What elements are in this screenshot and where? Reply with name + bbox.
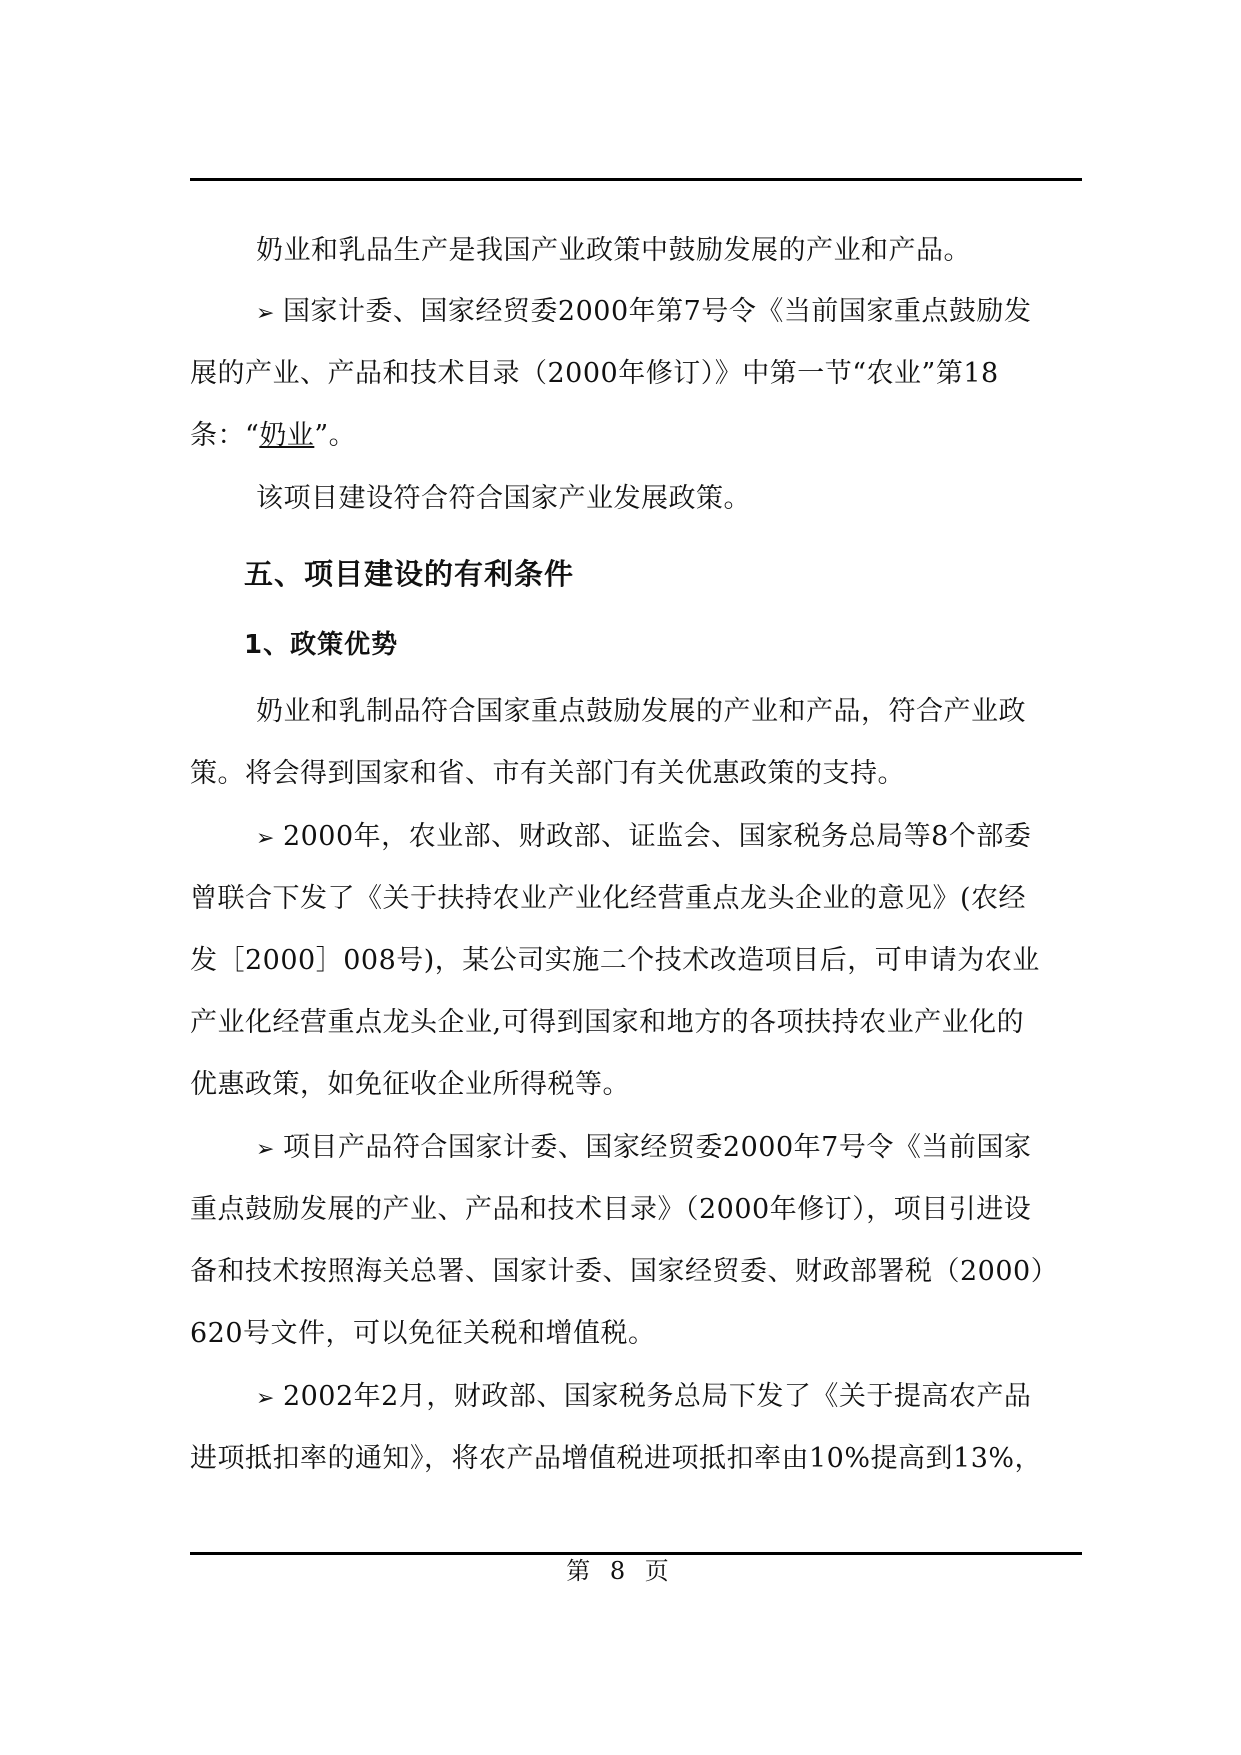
bullet-1-line-1 xyxy=(256,296,1082,330)
bullet-arrow-icon: ➢ xyxy=(256,826,275,851)
bullet-1-line-2: 展的产业、产品和技术目录（2000年修订）》中第一节“农业”第18 xyxy=(190,358,999,389)
paragraph-3-line-1: 奶业和乳制品符合国家重点鼓励发展的产业和产品，符合产业政 xyxy=(256,696,1026,727)
bullet-2-text: 2000年，农业部、财政部、证监会、国家税务总局等8个部委 xyxy=(282,821,1032,852)
page-number: 第 8 页 xyxy=(566,1557,675,1585)
bullet-3-line-1 xyxy=(256,1132,1082,1166)
section-heading: 五、项目建设的有利条件 xyxy=(244,557,575,591)
bullet-1-line-3-suffix: ”。 xyxy=(314,420,357,451)
bullet-4-text: 2002年2月，财政部、国家税务总局下发了《关于提高农产品 xyxy=(282,1381,1032,1412)
bullet-3-text: 项目产品符合国家计委、国家经贸委2000年7号令《当前国家 xyxy=(282,1132,1032,1163)
bullet-1-text: 国家计委、国家经贸委2000年第7号令《当前国家重点鼓励发 xyxy=(282,296,1032,327)
footer-rule xyxy=(190,1552,1082,1555)
bullet-arrow-icon: ➢ xyxy=(256,301,275,326)
paragraph-3-line-2: 策。将会得到国家和省、市有关部门有关优惠政策的支持。 xyxy=(190,758,905,789)
bullet-1-line-3-prefix: 条：“ xyxy=(190,420,260,451)
paragraph-1-line-1: 奶业和乳品生产是我国产业政策中鼓励发展的产业和产品。 xyxy=(256,235,971,266)
bullet-4-line-1 xyxy=(256,1381,1082,1415)
bullet-3-line-3: 备和技术按照海关总署、国家计委、国家经贸委、财政部署税（2000） xyxy=(190,1256,1059,1287)
bullet-2-line-1 xyxy=(256,821,1082,855)
bullet-3-line-4: 620号文件，可以免征关税和增值税。 xyxy=(190,1318,656,1349)
bullet-arrow-icon: ➢ xyxy=(256,1386,275,1411)
header-rule xyxy=(190,178,1082,181)
bullet-3-line-2: 重点鼓励发展的产业、产品和技术目录》（2000年修订），项目引进设 xyxy=(190,1194,1032,1225)
bullet-2-line-3: 发［2000］008号)，某公司实施二个技术改造项目后，可申请为农业 xyxy=(190,945,1040,976)
underlined-term: 奶业 xyxy=(259,420,315,451)
bullet-2-line-2: 曾联合下发了《关于扶持农业产业化经营重点龙头企业的意见》(农经 xyxy=(190,883,1027,914)
bullet-4-line-2: 进项抵扣率的通知》，将农产品增值税进项抵扣率由10%提高到13%， xyxy=(190,1443,1043,1474)
subsection-heading: 1、政策优势 xyxy=(244,630,399,660)
bullet-2-line-4: 产业化经营重点龙头企业,可得到国家和地方的各项扶持农业产业化的 xyxy=(190,1007,1025,1038)
bullet-2-line-5: 优惠政策，如免征收企业所得税等。 xyxy=(190,1069,630,1100)
paragraph-2-line-1: 该项目建设符合符合国家产业发展政策。 xyxy=(256,483,751,514)
bullet-arrow-icon: ➢ xyxy=(256,1137,275,1162)
bullet-1-line-3 xyxy=(190,420,1082,452)
